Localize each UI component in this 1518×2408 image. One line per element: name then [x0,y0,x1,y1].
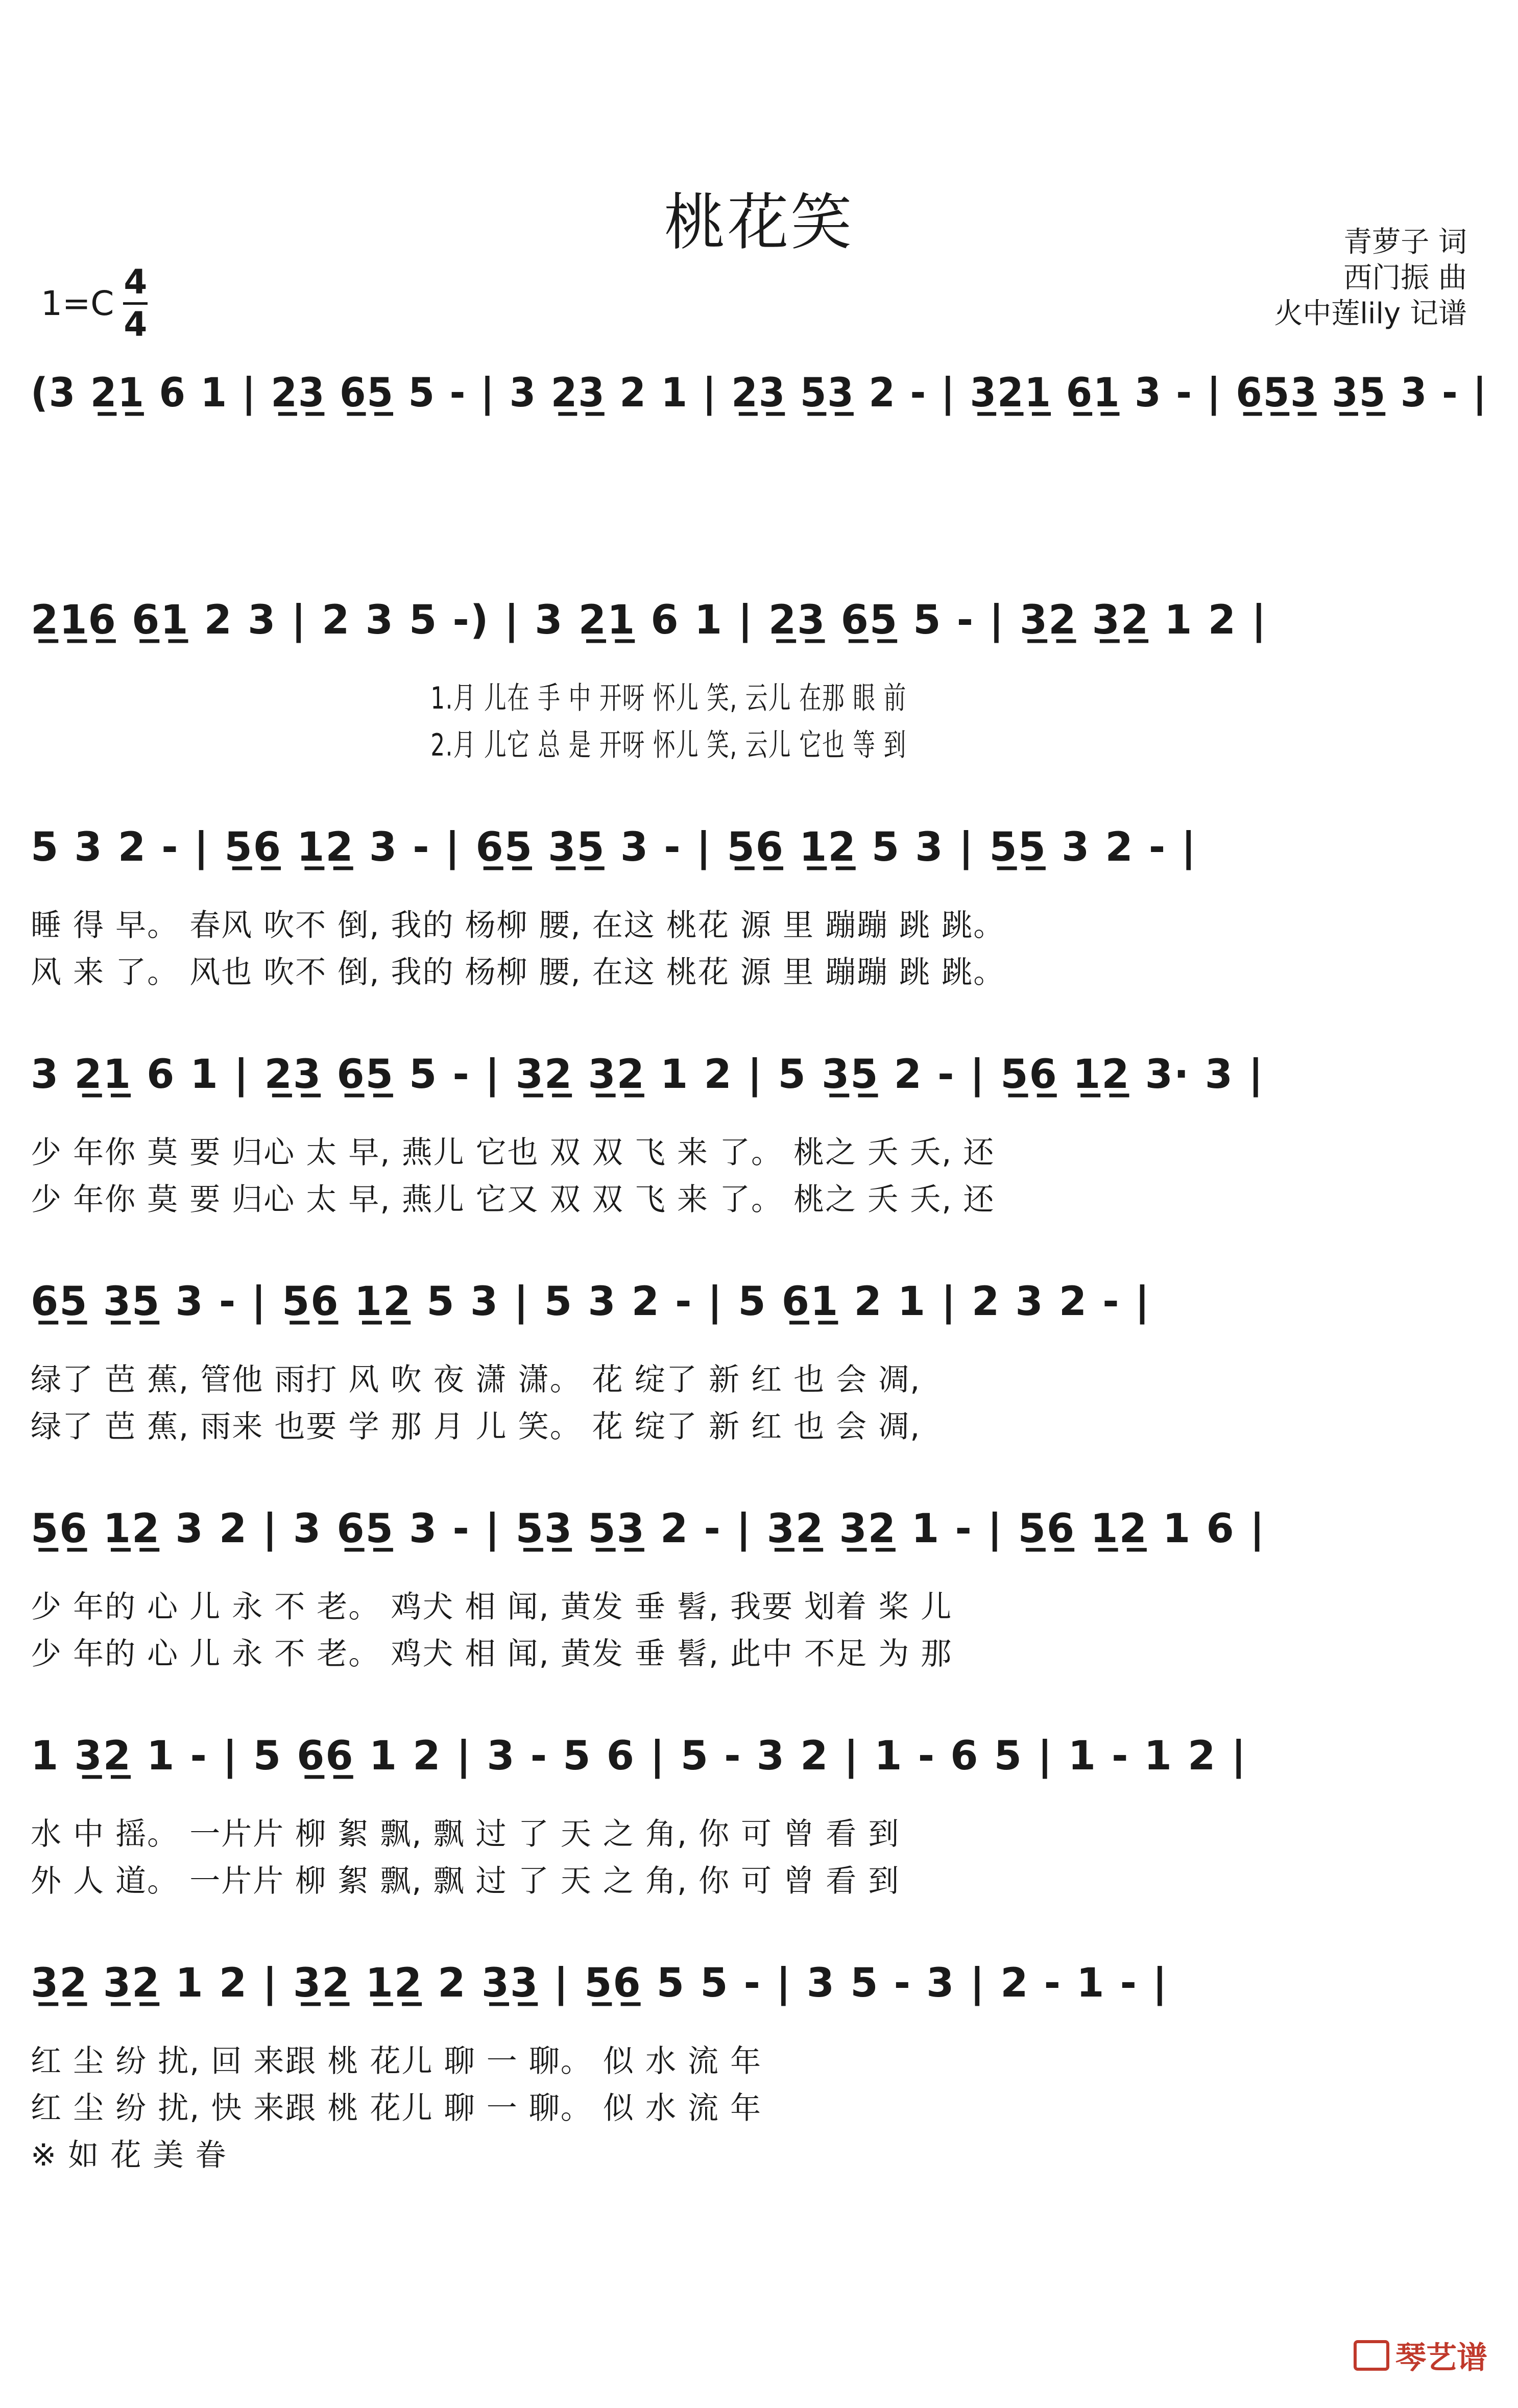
lyric-line: 水 中 摇。 一片片 柳 絮 飘, 飘 过 了 天 之 角, 你 可 曾 看 到 [31,1816,900,1852]
notation-line: 3̲2̲ 3̲2̲ 1 2 | 3̲2̲ 1̲2̲ 2 3̲3̲ | 5̲6̲ 5 5 - | 3 5 - 3 | 2 - 1 - | [31,1960,1168,2006]
lyric-line: 2.月 儿它 总 是 开呀 怀儿 笑, 云儿 它也 等 到 [430,727,907,763]
notation-line: 2̲1̲6̲ 6̲1̲ 2 3 | 2 3 5 -) | 3 2̲1̲ 6 1 | 2̲3̲ 6̲5̲ 5 - | 3̲2̲ 3̲2̲ 1 2 | [31,597,1267,643]
lyric-line: ※ 如 花 美 眷 [31,2137,227,2173]
logo-icon [1354,2340,1389,2371]
lyricist-credit: 青萝子 词 [1343,226,1467,259]
lyric-line: 风 来 了。 风也 吹不 倒, 我的 杨柳 腰, 在这 桃花 源 里 蹦蹦 跳 跳。 [31,955,1005,990]
lyric-line: 少 年你 莫 要 归心 太 早, 燕儿 它又 双 双 飞 来 了。 桃之 夭 夭, 还 [31,1182,995,1218]
key-text: 1=C [41,284,114,323]
page-title: 桃花笑 [664,187,854,258]
lyric-line: 红 尘 纷 扰, 回 来跟 桃 花儿 聊 一 聊。 似 水 流 年 [31,2044,762,2079]
notation-line: 3 2̲1̲ 6 1 | 2̲3̲ 6̲5̲ 5 - | 3̲2̲ 3̲2̲ 1 2 | 5 3̲5̲ 2 - | 5̲6̲ 1̲2̲ 3· 3 | [31,1052,1264,1098]
time-signature [123,262,148,344]
composer-credit: 西门振 曲 [1343,261,1467,295]
key-signature [41,262,148,344]
notation-line: (3 2̲1̲ 6 1 | 2̲3̲ 6̲5̲ 5 - | 3 2̲3̲ 2 1 | 2̲3̲ 5̲3̲ 2 - | 3̲2̲1̲ 6̲1̲ 3 - | 6̲5̲3̲ 3̲5̲ 3 - | [31,370,1488,416]
lyric-line: 1.月 儿在 手 中 开呀 怀儿 笑, 云儿 在那 眼 前 [430,680,907,716]
site-logo [1354,2333,1487,2377]
lyric-line: 少 年的 心 儿 永 不 老。 鸡犬 相 闻, 黄发 垂 髫, 我要 划着 桨 儿 [31,1589,953,1625]
notation-line: 5̲6̲ 1̲2̲ 3 2 | 3 6̲5̲ 3 - | 5̲3̲ 5̲3̲ 2 - | 3̲2̲ 3̲2̲ 1 - | 5̲6̲ 1̲2̲ 1 6 | [31,1506,1266,1552]
time-top: 4 [124,262,148,302]
lyric-line: 少 年的 心 儿 永 不 老。 鸡犬 相 闻, 黄发 垂 髫, 此中 不足 为 那 [31,1636,953,1672]
lyric-line: 绿了 芭 蕉, 雨来 也要 学 那 月 儿 笑。 花 绽了 新 红 也 会 凋, [31,1409,921,1445]
lyric-line: 绿了 芭 蕉, 管他 雨打 风 吹 夜 潇 潇。 花 绽了 新 红 也 会 凋, [31,1362,921,1398]
transcriber-credit: 火中莲lily 记谱 [1274,297,1467,330]
lyric-line: 睡 得 早。 春风 吹不 倒, 我的 杨柳 腰, 在这 桃花 源 里 蹦蹦 跳 跳。 [31,908,1005,943]
logo-text: 琴艺谱 [1395,2340,1487,2376]
lyric-line: 少 年你 莫 要 归心 太 早, 燕儿 它也 双 双 飞 来 了。 桃之 夭 夭, 还 [31,1135,995,1171]
lyric-line: 红 尘 纷 扰, 快 来跟 桃 花儿 聊 一 聊。 似 水 流 年 [31,2090,762,2126]
time-bottom: 4 [124,305,148,344]
notation-line: 1 3̲2̲ 1 - | 5 6̲6̲ 1 2 | 3 - 5 6 | 5 - 3 2 | 1 - 6 5 | 1 - 1 2 | [31,1733,1247,1779]
lyric-line: 外 人 道。 一片片 柳 絮 飘, 飘 过 了 天 之 角, 你 可 曾 看 到 [31,1863,900,1899]
notation-line: 6̲5̲ 3̲5̲ 3 - | 5̲6̲ 1̲2̲ 5 3 | 5 3 2 - | 5 6̲1̲ 2 1 | 2 3 2 - | [31,1279,1151,1325]
notation-line: 5 3 2 - | 5̲6̲ 1̲2̲ 3 - | 6̲5̲ 3̲5̲ 3 - | 5̲6̲ 1̲2̲ 5 3 | 5̲5̲ 3 2 - | [31,824,1197,870]
credits [1274,225,1467,332]
